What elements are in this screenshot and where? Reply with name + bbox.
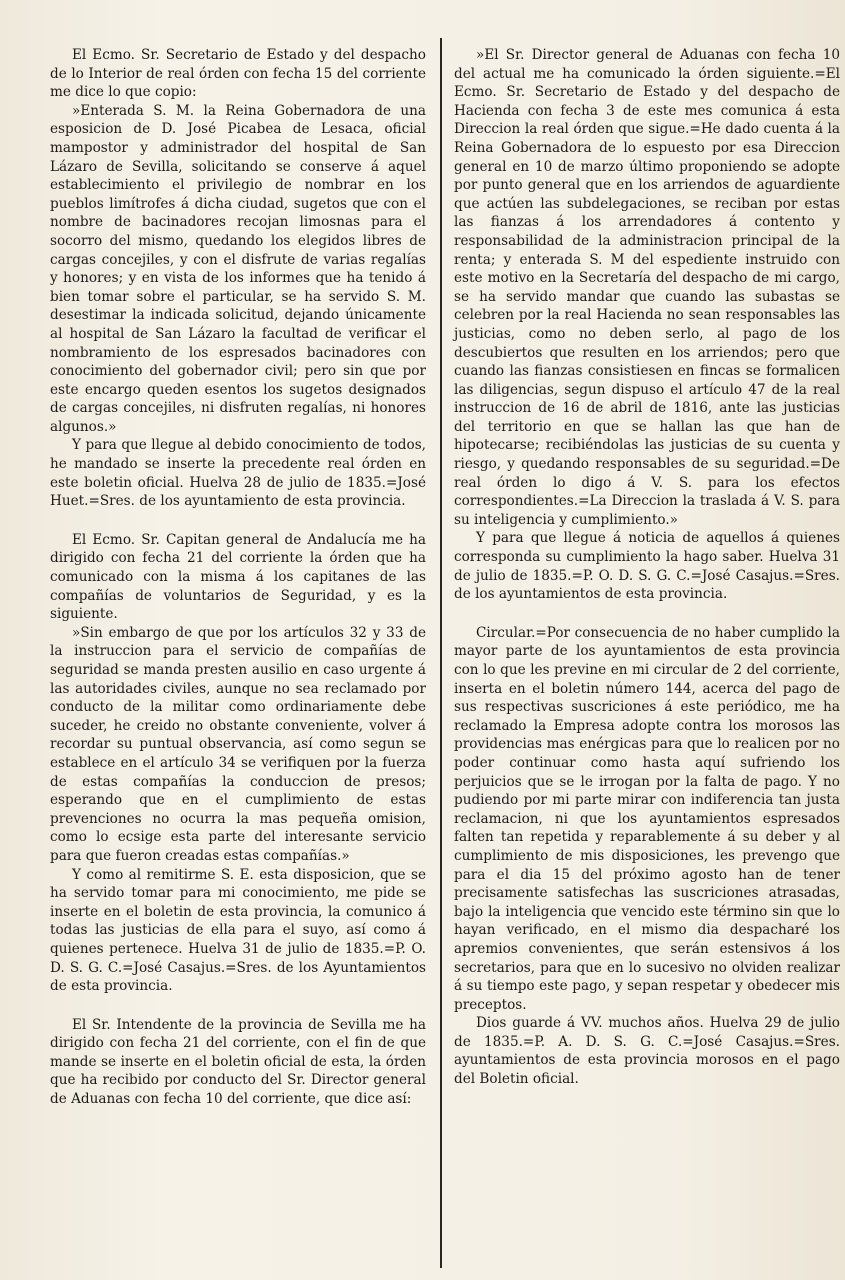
- captain-general-intro: El Ecmo. Sr. Capitan general de Andalucía me ha dirigido con fecha 21 del corriente la órden que ha comunicado con la misma á los capitanes de las compañías de voluntarios de Seguridad, y es la siguiente.: [50, 531, 426, 623]
- column-divider: [440, 38, 442, 1268]
- captain-general-quote: »Sin embargo de que por los artículos 32 y 33 de la instruccion para el servicio de compañías de seguridad se manda presten ausilio en caso urgente á las autoridades civiles, aunque no sea reclamado por conducto de la militar como ordinariamente debe suceder, he creido no obstante conveniente, volver á recordar su puntual observancia, así como segun se establece en el artículo 34 se verifiquen por la fuerza de estas compañías la conduccion de presos; esperando que en el cumplimiento de estas prevenciones no ocurra la mas pequeña omision, como lo ecsige esta parte del interesante servicio para que fueron creadas estas compañías.»: [50, 624, 426, 864]
- circular-closing: Dios guarde á VV. muchos años. Huelva 29 de julio de 1835.=P. A. D. S. G. C.=José Casajus.=Sres. ayuntamientos de esta provincia morosos en el pago del Boletin oficial.: [454, 1015, 840, 1088]
- royal-order-quote: »Enterada S. M. la Reina Gobernadora de una esposicion de D. José Picabea de Lesaca, oficial mampostor y administrador del hospital de San Lázaro de Sevilla, solicitando se conserve á aquel establecimiento el privilegio de nombrar en los pueblos limítrofes á dicha ciudad, sugetos que con el nombre de bacinadores recojan limosnas para el socorro del mismo, quedando los elegidos libres de cargas concejiles, y con el disfrute de varias regalías y honores; y en vista de los informes que ha tenido á bien tomar sobre el particular, se ha servido S. M. desestimar la indicada solicitud, dejando únicamente al hospital de San Lázaro la facultad de verificar el nombramiento de los espresados bacinadores con conocimiento del gobernador civil; pero sin que por este encargo queden esentos los sugetos designados de cargas concejiles, ni disfruten regalías, ni honores algunos.»: [50, 102, 426, 435]
- customs-order-quote: »El Sr. Director general de Aduanas con fecha 10 del actual me ha comunicado la órden siguiente.=El Ecmo. Sr. Secretario de Estado y del despacho de Hacienda con fecha 3 de este mes comunica á esta Direccion la real órden que sigue.=He dado cuenta á la Reina Gobernadora de lo espuesto por esa Direccion general en 10 de marzo último proponiendo se adopte por punto general que en los arriendos de aguardiente que actúen las subdelegaciones, se reciban por estas las fianzas á los arrendadores á contento y responsabilidad de la administracion principal de la renta; y enterada S. M del espediente instruido con este motivo en la Secretaría del despacho de mi cargo, se ha servido mandar que cuando las subastas se celebren por la real Hacienda no sean responsables las justicias, como no deben serlo, al pago de los descubiertos que resulten en los arriendos; pero que cuando las fianzas consistiesen en fincas se formalicen las diligencias, segun dispuso el artículo 47 de la real instruccion de 16 de abril de 1816, ante las justicias del territorio en que se hallan las que han de hipotecarse; recibiéndolas las justicias de su cuenta y riesgo, y quedando responsables de su seguridad.=De real órden lo digo á V. S. para los efectos correspondientes.=La Direccion la traslada á V. S. para su inteligencia y cumplimiento.»: [454, 47, 840, 528]
- circular-body: Circular.=Por consecuencia de no haber cumplido la mayor parte de los ayuntamientos de esta provincia con lo que les previne en mi circular de 2 del corriente, inserta en el boletin número 144, acerca del pago de sus respectivas suscriciones á este periódico, me ha reclamado la Empresa adopte contra los morosos las providencias mas enérgicas para que lo realicen por no poder continuar como hasta aquí sufriendo los perjuicios que se le irrogan por la falta de pago. Y no pudiendo por mi parte mirar con indiferencia tan justa reclamacion, ni que los ayuntamientos espresados falten tan repetida y reparablemente á su deber y al cumplimiento de mis disposiciones, les prevengo que para el dia 15 del próximo agosto han de tener precisamente satisfechas las suscriciones atrasadas, bajo la inteligencia que vencido este término sin que lo hayan verificado, en el mismo dia despacharé los apremios convenientes, que serán estensivos á los secretarios, para que en lo sucesivo no olviden realizar á su tiempo este pago, y sepan respetar y obedecer mis preceptos.: [454, 624, 840, 1013]
- right-column: [454, 46, 840, 1089]
- intendant-intro: El Sr. Intendente de la provincia de Sevilla me ha dirigido con fecha 21 del corriente, con el fin de que mande se inserte en el boletin oficial de esta, la órden que ha recibido por conducto del Sr. Director general de Aduanas con fecha 10 del corriente, que dice así:: [50, 1016, 426, 1108]
- royal-order-intro: El Ecmo. Sr. Secretario de Estado y del despacho de lo Interior de real órden con fecha 15 del corriente me dice lo que copio:: [50, 47, 426, 101]
- captain-general-closing: Y como al remitirme S. E. esta disposicion, que se ha servido tomar para mi conocimiento, me pide se inserte en el boletin de esta provincia, la comunico á todas las justicias de ella para el suyo, así como á quienes pertenece. Huelva 31 de julio de 1835.=P. O. D. S. G. C.=José Casajus.=Sres. de los Ayuntamientos de esta provincia.: [50, 866, 426, 995]
- left-column: [50, 46, 426, 1109]
- royal-order-closing: Y para que llegue al debido conocimiento de todos, he mandado se inserte la precedente real órden en este boletin oficial. Huelva 28 de julio de 1835.=José Huet.=Sres. de los ayuntamiento de esta provincia.: [50, 437, 426, 510]
- customs-order-closing: Y para que llegue á noticia de aquellos á quienes corresponda su cumplimiento la hago saber. Huelva 31 de julio de 1835.=P. O. D. S. G. C.=José Casajus.=Sres. de los ayuntamientos de esta provincia.: [454, 530, 840, 603]
